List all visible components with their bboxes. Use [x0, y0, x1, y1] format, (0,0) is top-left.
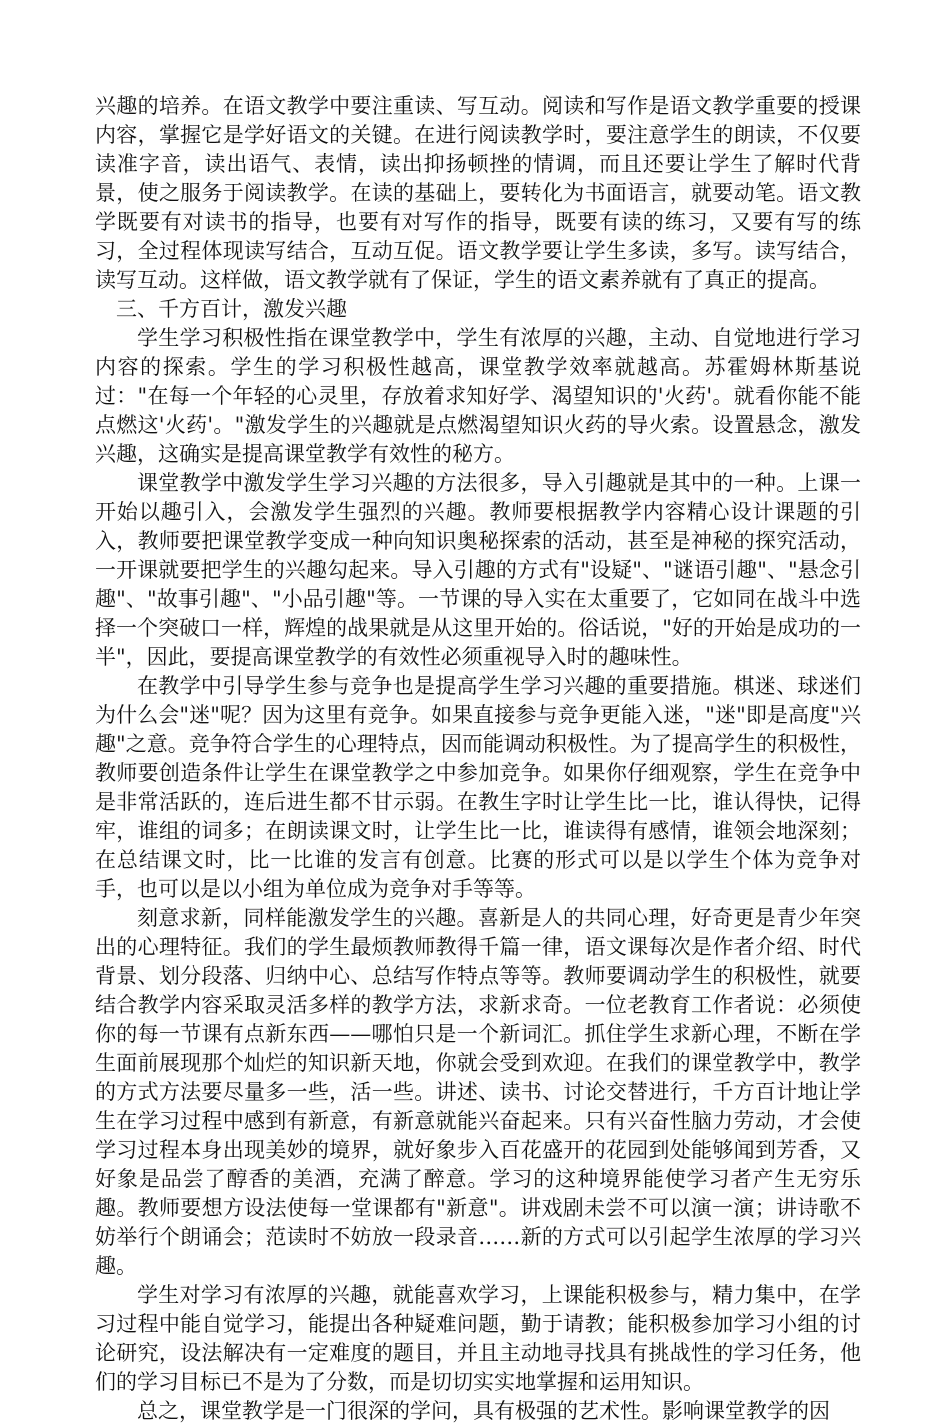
paragraph-competition: 在教学中引导学生参与竞争也是提高学生学习兴趣的重要措施。棋迷、球迷们为什么会"迷"呢？因为这里有竞争。如果直接参与竞争更能入迷，"迷"即是高度"兴趣"之意。竞争符合学生的心理特点，因而能调动积极性。为了提高学生的积极性，教师要创造条件让学生在课堂教学之中参加竞争。如果你仔细观察，学生在竞争中是非常活跃的，连后进生都不甘示弱。在教生字时让学生比一比，谁认得快，记得牢，谁组的词多；在朗读课文时，让学生比一比，谁读得有感情，谁领会地深刻；在总结课文时，比一比谁的发言有创意。比赛的形式可以是以学生个体为竞争对手，也可以是以小组为单位成为竞争对手等等。	[95, 674, 861, 901]
document-page	[95, 92, 861, 1426]
paragraph-introduction-interest: 课堂教学中激发学生学习兴趣的方法很多，导入引趣就是其中的一种。上课一开始以趣引入，会激发学生强烈的兴趣。教师要根据教学内容精心设计课题的引入，教师要把课堂教学变成一种向知识奥秘探索的活动，甚至是神秘的探究活动，一开课就要把学生的兴趣勾起来。导入引趣的方式有"设疑"、"谜语引趣"、"悬念引趣"、"故事引趣"、"小品引趣"等。一节课的导入实在太重要了，它如同在战斗中选择一个突破口一样，辉煌的战果就是从这里开始的。俗话说，"好的开始是成功的一半"，因此，要提高课堂教学的有效性必须重视导入时的趣味性。	[95, 471, 861, 669]
paragraph-novelty: 刻意求新，同样能激发学生的兴趣。喜新是人的共同心理，好奇更是青少年突出的心理特征。我们的学生最烦教师教得千篇一律，语文课每次是作者介绍、时代背景、划分段落、归纳中心、总结写作特点等等。教师要调动学生的积极性，就要结合教学内容采取灵活多样的教学方法，求新求奇。一位老教育工作者说：必须使你的每一节课有点新东西——哪怕只是一个新词汇。抓住学生求新心理，不断在学生面前展现那个灿烂的知识新天地，你就会受到欢迎。在我们的课堂教学中，教学的方式方法要尽量多一些，活一些。讲述、读书、讨论交替进行，千方百计地让学生在学习过程中感到有新意，有新意就能兴奋起来。只有兴奋性脑力劳动，才会使学习过程本身出现美妙的境界，就好象步入百花盛开的花园到处能够闻到芳香，又好象是品尝了醇香的美酒，充满了醉意。学习的这种境界能使学习者产生无穷乐趣。教师要想方设法使每一堂课都有"新意"。讲戏剧未尝不可以演一演；讲诗歌不妨举行个朗诵会；范读时不妨放一段录音……新的方式可以引起学生浓厚的学习兴趣。	[95, 906, 861, 1278]
paragraph-conclusion: 总之，课堂教学是一门很深的学问，具有极强的艺术性。影响课堂教学的因	[137, 1399, 830, 1423]
paragraph-reading-writing: 兴趣的培养。在语文教学中要注重读、写互动。阅读和写作是语文教学重要的授课内容，掌握它是学好语文的关键。在进行阅读教学时，要注意学生的朗读，不仅要读准字音，读出语气、表情，读出抑扬顿挫的情调，而且还要让学生了解时代背景，使之服务于阅读教学。在读的基础上，要转化为书面语言，就要动笔。语文教学既要有对读书的指导，也要有对写作的指导，既要有读的练习，又要有写的练习，全过程体现读写结合，互动互促。语文教学要让学生多读，多写。读写结合，读写互动。这样做，语文教学就有了保证，学生的语文素养就有了真正的提高。	[95, 94, 861, 292]
section-heading-3: 三、千方百计，激发兴趣	[116, 297, 347, 321]
paragraph-learning-enthusiasm: 学生学习积极性指在课堂教学中，学生有浓厚的兴趣，主动、自觉地进行学习内容的探索。学生的学习积极性越高，课堂教学效率就越高。苏霍姆林斯基说过："在每一个年轻的心灵里，存放着求知好学、渴望知识的'火药'。就看你能不能点燃这'火药'。"激发学生的兴趣就是点燃渴望知识火药的导火索。设置悬念，激发兴趣，这确实是提高课堂教学有效性的秘方。	[95, 326, 861, 466]
paragraph-strong-interest: 学生对学习有浓厚的兴趣，就能喜欢学习，上课能积极参与，精力集中，在学习过程中能自觉学习，能提出各种疑难问题，勤于请教；能积极参加学习小组的讨论研究，设法解决有一定难度的题目，并且主动地寻找具有挑战性的学习任务，他们的学习目标已不是为了分数，而是切切实实地掌握和运用知识。	[95, 1283, 861, 1394]
